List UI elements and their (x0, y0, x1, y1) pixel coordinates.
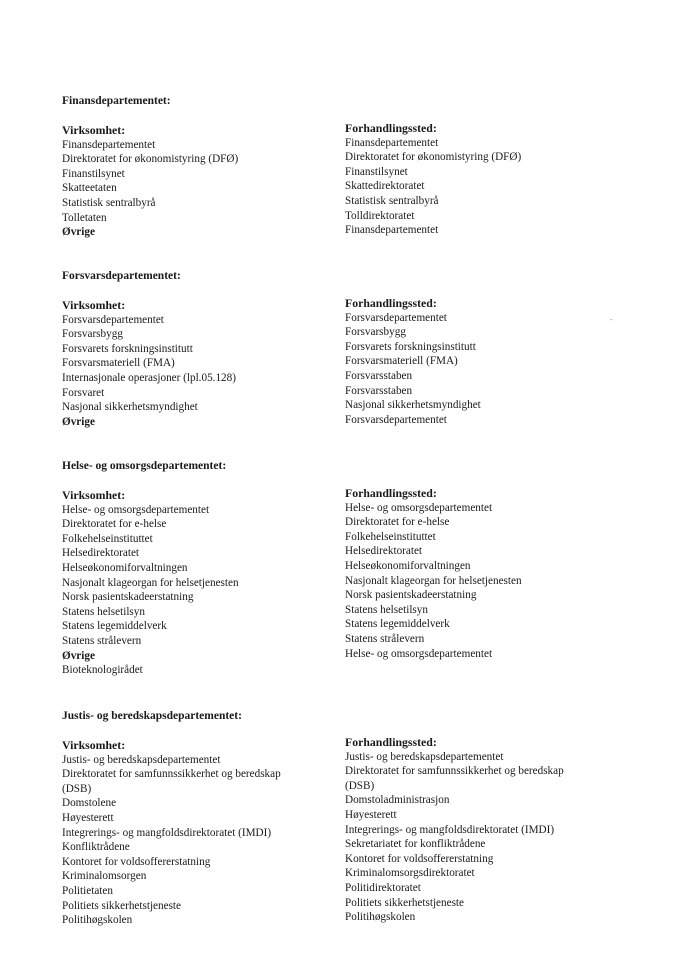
agency-row: Forsvarsdepartementet (62, 313, 164, 326)
negotiation-row: Helse- og omsorgsdepartementet (345, 501, 493, 514)
negotiation-row: Forsvarsstaben (345, 369, 413, 382)
negotiation-row: (DSB) (345, 779, 375, 792)
agency-column-header: Virksomhet: (62, 123, 126, 137)
negotiation-row: Nasjonalt klageorgan for helsetjenesten (345, 574, 522, 587)
negotiation-row: Nasjonal sikkerhetsmyndighet (345, 399, 481, 412)
agency-column (62, 738, 322, 928)
negotiation-row: Finanstilsynet (345, 165, 408, 178)
agency-row: Helseøkonomiforvaltningen (62, 561, 188, 574)
agency-row: Finanstilsynet (62, 167, 125, 180)
negotiation-row: Direktoratet for samfunnssikkerhet og beredskap (345, 765, 564, 778)
negotiation-row: Justis- og beredskapsdepartementet (345, 750, 504, 763)
negotiation-column-header: Forhandlingssted: (345, 296, 437, 310)
negotiation-row: Politidirektoratet (345, 881, 421, 894)
agency-column (62, 123, 322, 240)
negotiation-row: Statens legemiddelverk (345, 618, 450, 631)
negotiation-row: Statens helsetilsyn (345, 603, 428, 616)
negotiation-row: Forsvarsdepartementet (345, 413, 447, 426)
agency-row: Politietaten (62, 884, 113, 897)
negotiation-row: Politihøgskolen (345, 911, 416, 924)
negotiation-row: Tolldirektoratet (345, 209, 415, 222)
agency-row: Helsedirektoratet (62, 547, 140, 560)
agency-row: Folkehelseinstituttet (62, 532, 153, 545)
agency-row: Kontoret for voldsoffererstatning (62, 855, 211, 868)
negotiation-row: Forsvarsmateriell (FMA) (345, 355, 458, 368)
negotiation-row: Norsk pasientskadeerstatning (345, 589, 477, 602)
agency-row: Tolletaten (62, 211, 107, 224)
negotiation-row: Helseøkonomiforvaltningen (345, 559, 471, 572)
department-heading: Helse- og omsorgsdepartementet: (62, 460, 227, 472)
agency-row-other: Øvrige (62, 415, 95, 428)
agency-row: Forsvarsbygg (62, 328, 123, 341)
agency-row: Statistisk sentralbyrå (62, 196, 156, 209)
negotiation-row: Kriminalomsorgsdirektoratet (345, 867, 475, 880)
agency-row: Norsk pasientskadeerstatning (62, 591, 194, 604)
agency-row: Politiets sikkerhetstjeneste (62, 899, 182, 912)
agency-row: Statens helsetilsyn (62, 605, 145, 618)
negotiation-row: Direktoratet for økonomistyring (DFØ) (345, 151, 522, 164)
agency-row: Høyesterett (62, 811, 114, 824)
department-heading: Justis- og beredskapsdepartementet: (62, 710, 242, 722)
negotiation-column (345, 121, 635, 238)
agency-column-header: Virksomhet: (62, 488, 126, 502)
agency-row: Internasjonale operasjoner (lpl.05.128) (62, 371, 236, 384)
agency-column-header: Virksomhet: (62, 298, 126, 312)
agency-row: Kriminalomsorgen (62, 870, 147, 883)
agency-row: Statens strålevern (62, 634, 142, 647)
negotiation-row: Forsvarets forskningsinstitutt (345, 340, 476, 353)
agency-row: Forsvarets forskningsinstitutt (62, 342, 193, 355)
negotiation-column (345, 735, 635, 925)
agency-row: Helse- og omsorgsdepartementet (62, 503, 210, 516)
negotiation-row: Forsvarsstaben (345, 384, 413, 397)
agency-row: Konfliktrådene (62, 841, 130, 854)
negotiation-row: Helsedirektoratet (345, 545, 423, 558)
agency-row: Nasjonal sikkerhetsmyndighet (62, 401, 198, 414)
negotiation-column (345, 486, 635, 661)
department-heading: Finansdepartementet: (62, 95, 171, 107)
agency-row: Forsvaret (62, 386, 105, 399)
negotiation-column-header: Forhandlingssted: (345, 735, 437, 749)
negotiation-row: Direktoratet for e-helse (345, 516, 450, 529)
negotiation-row: Finansdepartementet (345, 224, 439, 237)
negotiation-column-header: Forhandlingssted: (345, 121, 437, 135)
negotiation-row: Folkehelseinstituttet (345, 530, 436, 543)
negotiation-row: Statens strålevern (345, 632, 425, 645)
agency-column (62, 298, 322, 429)
agency-row: Bioteknologirådet (62, 664, 143, 677)
agency-row: Direktoratet for samfunnssikkerhet og beredskap (62, 768, 281, 781)
negotiation-row: Høyesterett (345, 808, 397, 821)
agency-row: Integrerings- og mangfoldsdirektoratet (IMDI) (62, 826, 272, 839)
agency-row: Direktoratet for e-helse (62, 518, 167, 531)
negotiation-row: Integrerings- og mangfoldsdirektoratet (IMDI) (345, 823, 555, 836)
agency-row: Statens legemiddelverk (62, 620, 167, 633)
negotiation-column-header: Forhandlingssted: (345, 486, 437, 500)
agency-row: Nasjonalt klageorgan for helsetjenesten (62, 576, 239, 589)
negotiation-row: Statistisk sentralbyrå (345, 194, 439, 207)
department-heading: Forsvarsdepartementet: (62, 270, 181, 282)
negotiation-row: Skattedirektoratet (345, 180, 425, 193)
agency-row: (DSB) (62, 782, 92, 795)
agency-row-other: Øvrige (62, 226, 95, 239)
negotiation-row: Domstoladministrasjon (345, 794, 450, 807)
agency-row-other: Øvrige (62, 649, 95, 662)
negotiation-row: Sekretariatet for konfliktrådene (345, 838, 486, 851)
negotiation-row: Politiets sikkerhetstjeneste (345, 896, 465, 909)
agency-row: Politihøgskolen (62, 914, 133, 927)
agency-column-header: Virksomhet: (62, 738, 126, 752)
negotiation-column (345, 296, 635, 427)
agency-row: Justis- og beredskapsdepartementet (62, 753, 221, 766)
agency-column (62, 488, 322, 678)
agency-row: Direktoratet for økonomistyring (DFØ) (62, 153, 239, 166)
agency-row: Skatteetaten (62, 182, 117, 195)
negotiation-row: Finansdepartementet (345, 136, 439, 149)
stray-mark: - (610, 315, 613, 324)
agency-row: Forsvarsmateriell (FMA) (62, 357, 175, 370)
agency-row: Domstolene (62, 797, 117, 810)
negotiation-row: Forsvarsdepartementet (345, 311, 447, 324)
negotiation-row: Helse- og omsorgsdepartementet (345, 647, 493, 660)
agency-row: Finansdepartementet (62, 138, 156, 151)
negotiation-row: Forsvarsbygg (345, 326, 406, 339)
negotiation-row: Kontoret for voldsoffererstatning (345, 852, 494, 865)
